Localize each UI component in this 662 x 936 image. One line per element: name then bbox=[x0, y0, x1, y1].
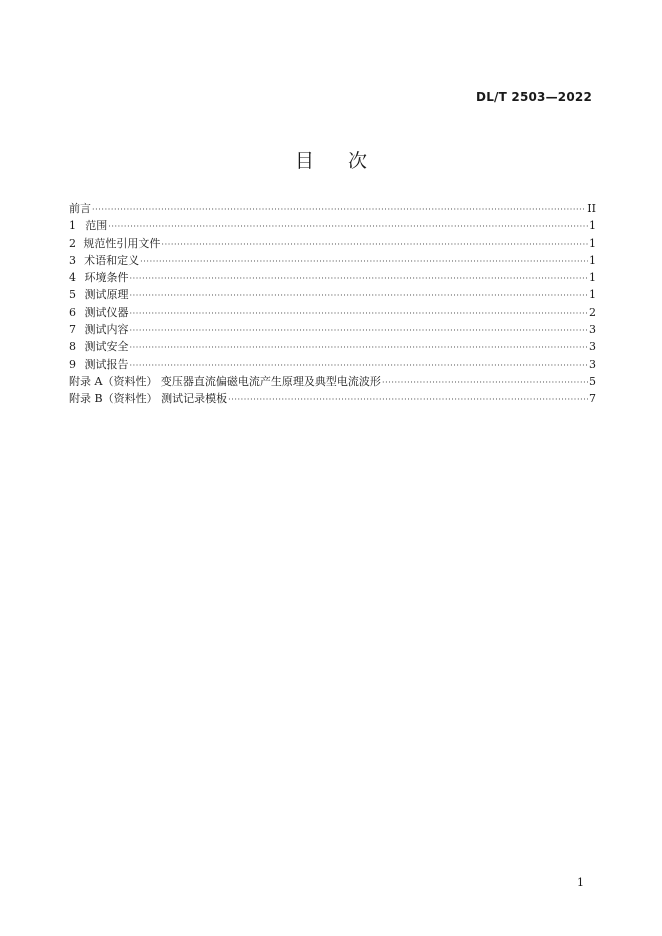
toc-entry-label: 术语和定义 bbox=[84, 253, 140, 267]
toc-entry-label: 测试原理 bbox=[84, 288, 129, 302]
toc-entry-page: 1 bbox=[589, 253, 596, 267]
toc-entry-number: 8 bbox=[69, 340, 76, 354]
toc-entry-preface[interactable] bbox=[69, 200, 596, 217]
toc-entry-label: 测试仪器 bbox=[84, 305, 129, 319]
toc-leader-dots bbox=[130, 357, 589, 374]
toc-leader-dots bbox=[382, 374, 588, 391]
toc-entry-label: 规范性引用文件 bbox=[83, 236, 161, 250]
toc-entry-number: 6 bbox=[69, 305, 76, 319]
toc-leader-dots bbox=[130, 287, 589, 304]
toc-entry-label: 环境条件 bbox=[84, 271, 129, 285]
toc-leader-dots bbox=[92, 201, 586, 218]
toc-leader-dots bbox=[108, 218, 588, 235]
toc-entry-label: 测试报告 bbox=[84, 357, 129, 371]
toc-leader-dots bbox=[130, 305, 589, 322]
toc-title-part1: 目 bbox=[294, 150, 314, 172]
toc-entry-page: 5 bbox=[589, 374, 596, 388]
page-number: 1 bbox=[577, 876, 584, 889]
standard-code: DL/T 2503—2022 bbox=[476, 90, 592, 104]
toc-entry-5[interactable] bbox=[69, 286, 596, 303]
toc-entry-page: 3 bbox=[589, 340, 596, 354]
toc-entry-page: 1 bbox=[589, 288, 596, 302]
toc-entry-appendix-a[interactable] bbox=[69, 373, 596, 390]
toc-entry-3[interactable] bbox=[69, 252, 596, 269]
toc-entry-4[interactable] bbox=[69, 269, 596, 286]
toc-entry-number: 2 bbox=[69, 236, 76, 250]
toc-entry-label: 测试内容 bbox=[84, 323, 129, 337]
toc-entry-page: 2 bbox=[589, 305, 596, 319]
toc-entry-number: 4 bbox=[69, 271, 76, 285]
toc-entry-1[interactable] bbox=[69, 217, 596, 234]
toc-entry-number: 1 bbox=[69, 219, 76, 233]
toc-entry-9[interactable] bbox=[69, 356, 596, 373]
toc-title bbox=[0, 146, 662, 173]
toc-entry-label: 附录 A（资料性） 变压器直流偏磁电流产生原理及典型电流波形 bbox=[69, 374, 381, 388]
toc-entry-page: 3 bbox=[589, 323, 596, 337]
toc-entry-number: 9 bbox=[69, 357, 76, 371]
toc-entry-page: II bbox=[587, 202, 596, 215]
toc-leader-dots bbox=[130, 322, 589, 339]
toc-entry-8[interactable] bbox=[69, 338, 596, 355]
toc-entry-appendix-b[interactable] bbox=[69, 390, 596, 407]
toc-entry-label: 前言 bbox=[69, 202, 91, 215]
toc-entry-label: 附录 B（资料性） 测试记录模板 bbox=[69, 392, 228, 406]
toc-leader-dots bbox=[130, 339, 589, 356]
toc-entry-page: 1 bbox=[589, 271, 596, 285]
toc-title-part2: 次 bbox=[348, 150, 368, 172]
toc-entry-number: 5 bbox=[69, 288, 76, 302]
toc-entry-2[interactable] bbox=[69, 235, 596, 252]
toc-entry-7[interactable] bbox=[69, 321, 596, 338]
toc-leader-dots bbox=[140, 253, 588, 270]
toc-entry-page: 7 bbox=[589, 392, 596, 406]
toc-entry-label: 范围 bbox=[85, 219, 108, 233]
toc-leader-dots bbox=[130, 270, 589, 287]
toc-entry-page: 1 bbox=[589, 236, 596, 250]
toc-entry-page: 3 bbox=[589, 357, 596, 371]
toc-entry-6[interactable] bbox=[69, 304, 596, 321]
toc-leader-dots bbox=[228, 391, 588, 408]
table-of-contents bbox=[69, 200, 596, 408]
toc-entry-number: 7 bbox=[69, 323, 76, 337]
toc-entry-label: 测试安全 bbox=[84, 340, 129, 354]
toc-entry-number: 3 bbox=[69, 253, 76, 267]
toc-entry-page: 1 bbox=[589, 219, 596, 233]
toc-leader-dots bbox=[161, 236, 588, 253]
